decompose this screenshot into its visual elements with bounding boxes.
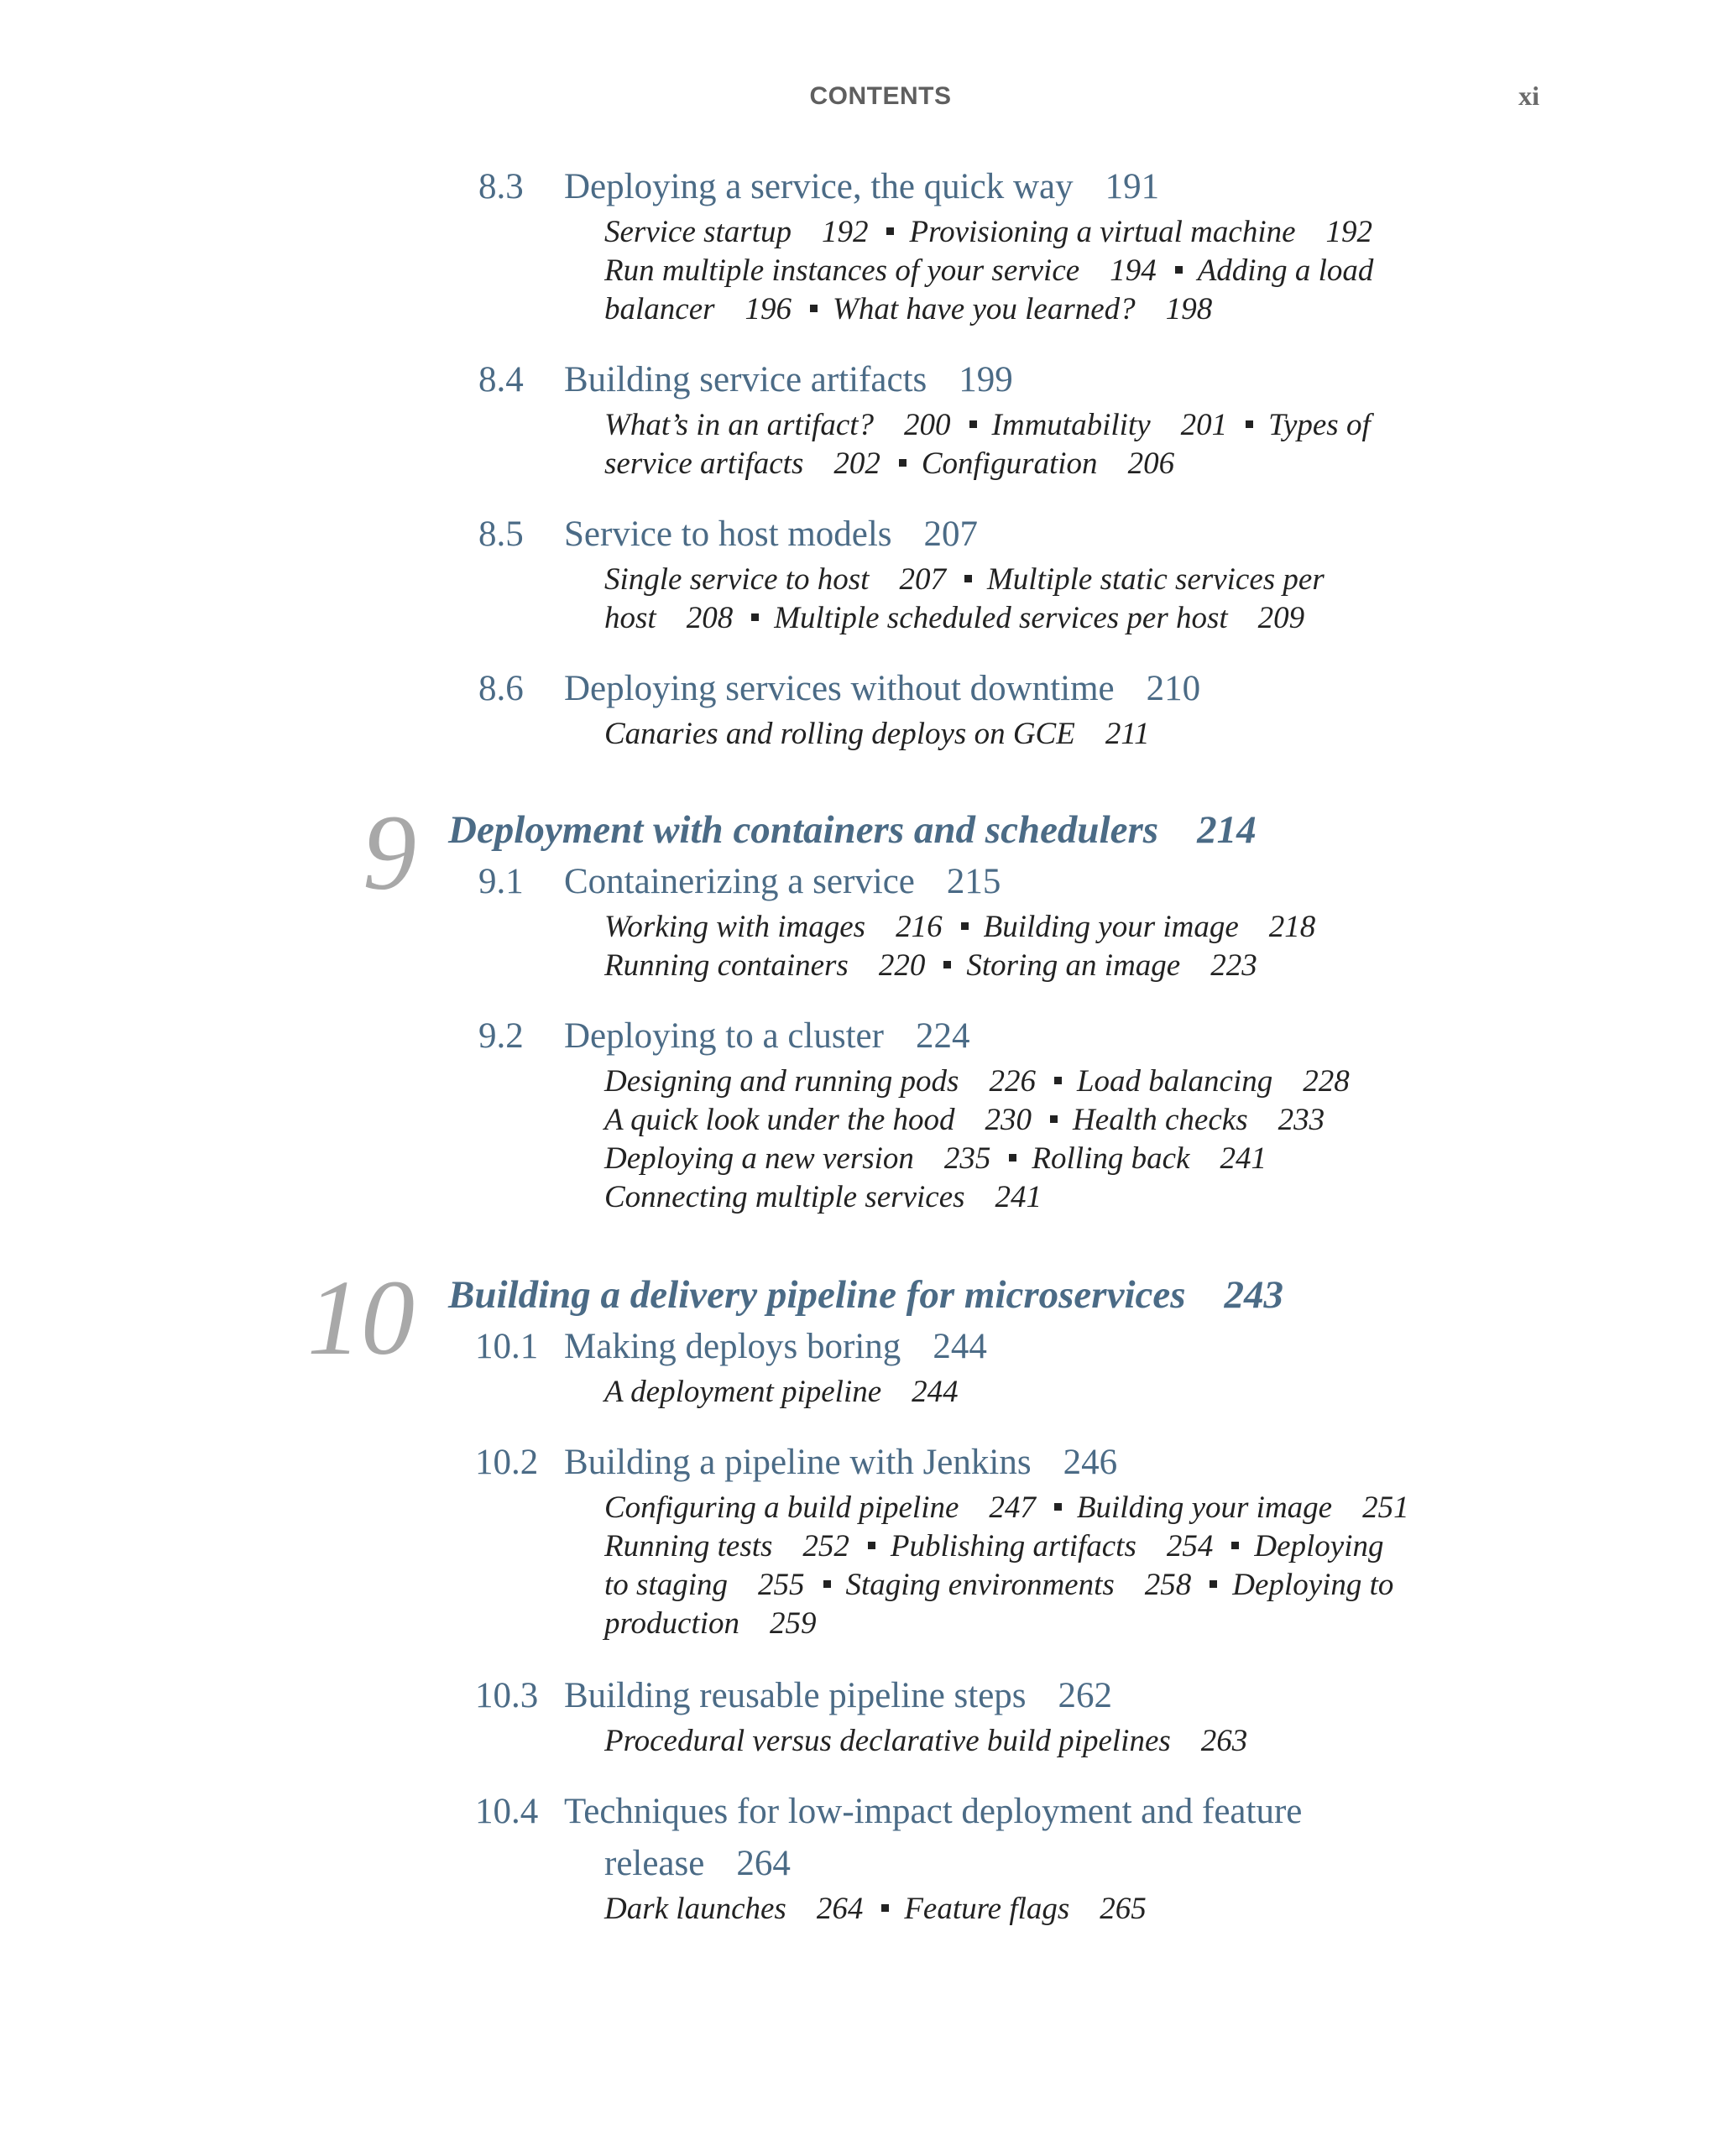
section-title-text: Building service artifacts bbox=[564, 360, 927, 399]
section-page: 244 bbox=[933, 1327, 987, 1366]
section-title bbox=[564, 359, 1013, 400]
section-number: 8.4 bbox=[478, 360, 524, 399]
bullet-separator-icon bbox=[1246, 420, 1253, 428]
subsection-title[interactable]: Running containers bbox=[604, 948, 849, 983]
section-page: 207 bbox=[923, 514, 979, 554]
subsection-page: 263 bbox=[1200, 1724, 1248, 1758]
subsection-line bbox=[604, 599, 1304, 638]
running-head-title: CONTENTS bbox=[809, 82, 952, 110]
section-title bbox=[564, 1015, 969, 1057]
subsection-title[interactable]: Provisioning a virtual machine bbox=[909, 215, 1296, 249]
subsection-line bbox=[604, 947, 1257, 985]
subsection-line bbox=[604, 1489, 1409, 1527]
subsection-line bbox=[604, 1140, 1267, 1178]
section-title-text: Making deploys boring bbox=[564, 1327, 901, 1366]
subsection-page: 233 bbox=[1277, 1103, 1325, 1137]
section-page: 199 bbox=[959, 360, 1013, 399]
subsection-page: 211 bbox=[1105, 717, 1150, 751]
subsection-title[interactable]: service artifacts bbox=[604, 446, 804, 481]
section-page: 262 bbox=[1058, 1676, 1113, 1715]
subsection-title[interactable]: Publishing artifacts bbox=[890, 1529, 1136, 1563]
section-title bbox=[564, 1326, 987, 1367]
subsection-title[interactable]: Deploying to bbox=[1232, 1568, 1394, 1602]
bullet-separator-icon bbox=[751, 613, 759, 621]
running-head bbox=[0, 82, 1719, 119]
subsection-page: 264 bbox=[816, 1892, 864, 1926]
section-number: 10.3 bbox=[475, 1676, 539, 1715]
subsection-page: 258 bbox=[1144, 1568, 1192, 1602]
subsection-page: 255 bbox=[758, 1568, 805, 1602]
subsection-line bbox=[604, 406, 1371, 445]
subsection-title[interactable]: Procedural versus declarative build pipelines bbox=[604, 1724, 1171, 1758]
subsection-page: 247 bbox=[989, 1490, 1036, 1525]
subsection-line bbox=[604, 715, 1150, 754]
subsection-title[interactable]: Adding a load bbox=[1197, 253, 1374, 288]
bullet-separator-icon bbox=[1050, 1115, 1058, 1123]
subsection-line bbox=[604, 1101, 1325, 1140]
bullet-separator-icon bbox=[943, 961, 951, 968]
section-title-text: Techniques for low-impact deployment and feature bbox=[564, 1792, 1303, 1831]
subsection-line bbox=[604, 1178, 1042, 1217]
section-title-continued bbox=[604, 1843, 791, 1884]
subsection-line bbox=[604, 1527, 1383, 1566]
section-title-text: Building reusable pipeline steps bbox=[564, 1676, 1027, 1715]
chapter-number: 9 bbox=[363, 793, 416, 912]
subsection-title[interactable]: Deploying bbox=[1254, 1529, 1384, 1563]
subsection-title[interactable]: Designing and running pods bbox=[604, 1064, 959, 1099]
subsection-page: 216 bbox=[896, 910, 943, 944]
bullet-separator-icon bbox=[899, 459, 907, 467]
subsection-page: 206 bbox=[1127, 446, 1175, 481]
subsection-title[interactable]: Feature flags bbox=[904, 1892, 1070, 1926]
chapter-page: 243 bbox=[1224, 1273, 1284, 1317]
subsection-page: 241 bbox=[1220, 1141, 1267, 1176]
subsection-title[interactable]: balancer bbox=[604, 292, 715, 326]
subsection-title[interactable]: Multiple static services per bbox=[986, 562, 1325, 597]
subsection-page: 200 bbox=[904, 408, 951, 442]
subsection-title[interactable]: Service startup bbox=[604, 215, 792, 249]
subsection-title[interactable]: Immutability bbox=[991, 408, 1151, 442]
section-number: 10.1 bbox=[475, 1327, 539, 1366]
section-title bbox=[564, 1791, 1302, 1832]
subsection-title[interactable]: Running tests bbox=[604, 1529, 773, 1563]
chapter-title-text: Deployment with containers and schedulers bbox=[448, 808, 1159, 852]
section-page: 191 bbox=[1105, 167, 1160, 206]
subsection-page: 194 bbox=[1110, 253, 1157, 288]
subsection-page: 209 bbox=[1257, 601, 1305, 635]
bullet-separator-icon bbox=[1054, 1077, 1062, 1084]
subsection-title[interactable]: Building your image bbox=[983, 910, 1239, 944]
section-title-text: Deploying to a cluster bbox=[564, 1016, 884, 1056]
subsection-title[interactable]: Canaries and rolling deploys on GCE bbox=[604, 717, 1075, 751]
section-title-text: Deploying a service, the quick way bbox=[564, 167, 1074, 206]
bullet-separator-icon bbox=[1231, 1542, 1239, 1549]
subsection-page: 244 bbox=[912, 1375, 959, 1409]
subsection-line bbox=[604, 1890, 1147, 1929]
section-number: 8.3 bbox=[478, 167, 524, 206]
chapter-number: 10 bbox=[307, 1258, 415, 1377]
bullet-separator-icon bbox=[1175, 266, 1183, 274]
subsection-page: 201 bbox=[1180, 408, 1228, 442]
subsection-line bbox=[604, 908, 1315, 947]
subsection-line bbox=[604, 561, 1325, 599]
subsection-page: 196 bbox=[745, 292, 792, 326]
subsection-page: 265 bbox=[1100, 1892, 1147, 1926]
subsection-title[interactable]: Configuring a build pipeline bbox=[604, 1490, 959, 1525]
subsection-line bbox=[604, 252, 1373, 290]
bullet-separator-icon bbox=[1210, 1580, 1217, 1588]
section-number: 10.2 bbox=[475, 1443, 539, 1482]
subsection-page: 207 bbox=[899, 562, 946, 597]
section-title bbox=[564, 1442, 1117, 1483]
section-title bbox=[564, 514, 978, 555]
subsection-page: 208 bbox=[686, 601, 734, 635]
section-title-text: Deploying services without downtime bbox=[564, 669, 1115, 708]
subsection-page: 230 bbox=[985, 1103, 1032, 1137]
section-page: 264 bbox=[736, 1844, 791, 1883]
subsection-line bbox=[604, 1605, 817, 1643]
bullet-separator-icon bbox=[1009, 1154, 1016, 1162]
subsection-title[interactable]: A quick look under the hood bbox=[604, 1103, 955, 1137]
section-title bbox=[564, 166, 1159, 207]
subsection-page: 192 bbox=[821, 215, 869, 249]
bullet-separator-icon bbox=[961, 922, 969, 930]
subsection-title[interactable]: Configuration bbox=[921, 446, 1098, 481]
subsection-title[interactable]: What have you learned? bbox=[833, 292, 1136, 326]
bullet-separator-icon bbox=[868, 1542, 875, 1549]
subsection-line bbox=[604, 445, 1174, 483]
subsection-page: 218 bbox=[1268, 910, 1316, 944]
subsection-title[interactable]: Storing an image bbox=[966, 948, 1181, 983]
subsection-title[interactable]: Run multiple instances of your service bbox=[604, 253, 1080, 288]
subsection-page: 241 bbox=[995, 1180, 1042, 1214]
subsection-title[interactable]: Load balancing bbox=[1076, 1064, 1273, 1099]
bullet-separator-icon bbox=[969, 420, 977, 428]
subsection-page: 202 bbox=[833, 446, 880, 481]
subsection-title[interactable]: Connecting multiple services bbox=[604, 1180, 965, 1214]
subsection-title[interactable]: Deploying a new version bbox=[604, 1141, 914, 1176]
subsection-title[interactable]: Types of bbox=[1268, 408, 1371, 442]
section-page: 215 bbox=[946, 862, 1001, 901]
subsection-title[interactable]: to staging bbox=[604, 1568, 728, 1602]
subsection-title[interactable]: Single service to host bbox=[604, 562, 870, 597]
subsection-page: 198 bbox=[1165, 292, 1213, 326]
subsection-title[interactable]: Rolling back bbox=[1032, 1141, 1190, 1176]
subsection-title[interactable]: Building your image bbox=[1076, 1490, 1333, 1525]
bullet-separator-icon bbox=[823, 1580, 831, 1588]
subsection-title[interactable]: production bbox=[604, 1606, 740, 1641]
subsection-line bbox=[604, 1566, 1393, 1605]
section-page: 224 bbox=[915, 1016, 970, 1056]
section-title-text: Service to host models bbox=[564, 514, 892, 554]
bullet-separator-icon bbox=[964, 575, 972, 582]
subsection-title[interactable]: Health checks bbox=[1073, 1103, 1248, 1137]
chapter-page: 214 bbox=[1197, 808, 1257, 852]
subsection-page: 228 bbox=[1303, 1064, 1350, 1099]
subsection-line bbox=[604, 213, 1372, 252]
section-title bbox=[564, 861, 1001, 902]
subsection-page: 220 bbox=[878, 948, 926, 983]
subsection-line bbox=[604, 1722, 1247, 1761]
section-title-text: Containerizing a service bbox=[564, 862, 915, 901]
section-page: 246 bbox=[1063, 1443, 1118, 1482]
section-number: 8.6 bbox=[478, 669, 524, 708]
subsection-page: 259 bbox=[770, 1606, 817, 1641]
subsection-page: 254 bbox=[1166, 1529, 1214, 1563]
section-title bbox=[564, 1675, 1112, 1716]
bullet-separator-icon bbox=[1054, 1503, 1062, 1511]
section-number: 10.4 bbox=[475, 1792, 539, 1831]
section-title bbox=[564, 668, 1200, 709]
page-number: xi bbox=[1518, 81, 1539, 111]
section-number: 8.5 bbox=[478, 514, 524, 554]
subsection-line bbox=[604, 290, 1212, 329]
subsection-title[interactable]: Staging environments bbox=[845, 1568, 1115, 1602]
chapter-title bbox=[448, 807, 1257, 853]
subsection-page: 235 bbox=[943, 1141, 991, 1176]
bullet-separator-icon bbox=[886, 227, 894, 235]
subsection-page: 192 bbox=[1325, 215, 1373, 249]
subsection-line bbox=[604, 1062, 1350, 1101]
subsection-page: 226 bbox=[989, 1064, 1036, 1099]
bullet-separator-icon bbox=[810, 305, 818, 312]
section-title-text: release bbox=[604, 1844, 705, 1883]
subsection-page: 252 bbox=[802, 1529, 849, 1563]
subsection-title[interactable]: Dark launches bbox=[604, 1892, 786, 1926]
section-number: 9.2 bbox=[478, 1016, 524, 1056]
chapter-title-text: Building a delivery pipeline for microservices bbox=[448, 1273, 1186, 1317]
bullet-separator-icon bbox=[881, 1904, 889, 1912]
subsection-title[interactable]: Multiple scheduled services per host bbox=[774, 601, 1228, 635]
subsection-title[interactable]: A deployment pipeline bbox=[604, 1375, 882, 1409]
subsection-page: 251 bbox=[1362, 1490, 1409, 1525]
section-number: 9.1 bbox=[478, 862, 524, 901]
section-title-text: Building a pipeline with Jenkins bbox=[564, 1443, 1032, 1482]
subsection-title[interactable]: Working with images bbox=[604, 910, 866, 944]
subsection-page: 223 bbox=[1210, 948, 1257, 983]
subsection-title[interactable]: host bbox=[604, 601, 656, 635]
subsection-line bbox=[604, 1373, 959, 1412]
chapter-title bbox=[448, 1272, 1283, 1318]
section-page: 210 bbox=[1146, 669, 1201, 708]
subsection-title[interactable]: What’s in an artifact? bbox=[604, 408, 875, 442]
